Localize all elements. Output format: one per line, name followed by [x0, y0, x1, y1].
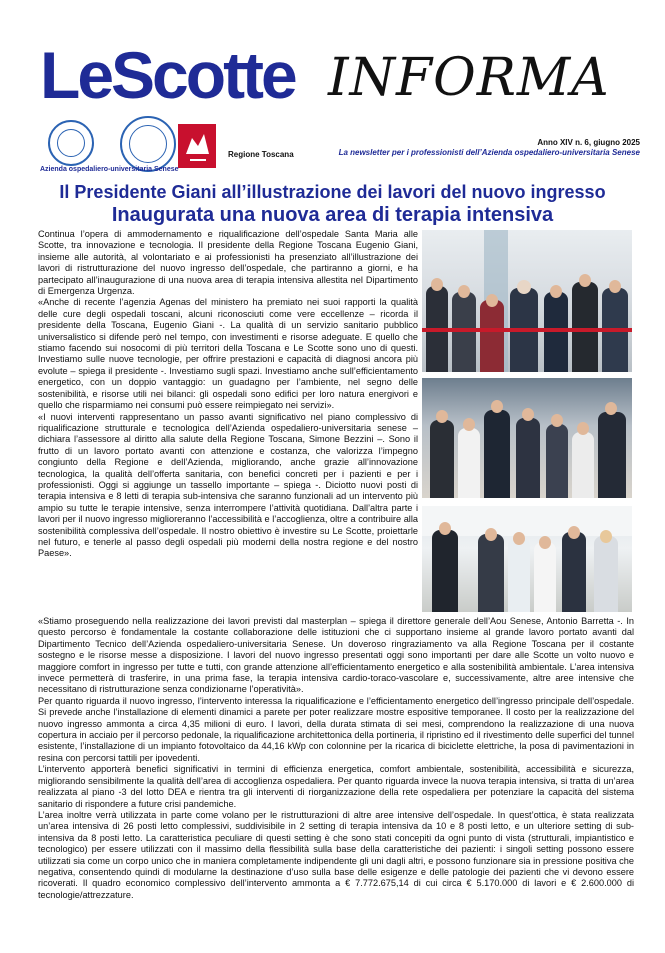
header-logos [40, 120, 640, 178]
masthead-title-left: LeScotte [40, 38, 295, 112]
masthead-title-right: INFORMA [328, 48, 610, 108]
paragraph: L’area inoltre verrà utilizzata in parte come volano per le ristrutturazioni di altre aree intensive dell’ospedale. In quest’ottica, è stata realizzata un’area intensiva di 26 posti letto complessivi, suddivisibile in 2 setting di terapia intensiva da 10 e 8 posti letto, e un ulteriore setting di sub-intensiva da 8 posti letto. La caratteristica peculiare di questi setting è che sono stati concepiti da ogni punto di vista (strutturali, impiantistico e tecnologico) per essere utilizzati con il massimo della flessibilità sulla base della caratteristiche dei pazienti: i singoli setting possono essere utilizzati sia come un corpo unico che in maniera completamente indipendente gli uni dagli altri, e possono funzionare sia in pressione positiva che negativa, consentendo quindi di modularne la destinazione d’uso sulla base delle esigenze e delle patologie dei pazienti che vi devono essere ricoverati. Il quadro economico complessivo dell’intervento ammonta a € 7.772.675,14 di cui circa € 5.170.000 di lavori e € 2.600.000 di tecnologie/attrezzature. [38, 809, 634, 900]
aou-seal-icon [48, 120, 94, 166]
aou-caption: Azienda ospedaliero-universitaria Senese [40, 166, 179, 173]
paragraph: «Stiamo proseguendo nella realizzazione dei lavori previsti dal masterplan – spiega il direttore generale dell’Aou Senese, Antonio Barretta -. In questo percorso è fondamentale la costante collaborazione delle istituzioni che ci supportano insieme al grande lavoro portato avanti dal Dipartimento Tecnico dell’Azienda ospedaliero-universitaria Senese. Un doveroso ringraziamento va alla Regione Toscana per il costante sostegno e le risorse messe a disposizione. I lavori del nuovo ingresso presentati oggi sono importanti per dare alle Scotte un volto nuovo e maggiore comfort in ingresso per tutte e tutti, con grande attenzione all’efficientamento energetico e alla sostenibilità ambientale. L’area intensiva invece permetterà di trasferire, in una prima fase, la terapia intensiva cardio-toraco-vascolare e, successivamente, altre aree intensive che necessitano di ristrutturazione senza condizionarne l’operatività». [38, 616, 634, 695]
inauguration-ribbon-photo [422, 230, 632, 372]
university-seal-icon [120, 116, 176, 172]
paragraph: «I nuovi interventi rappresentano un passo avanti significativo nel piano complessivo di riqualificazione strutturale e tecnologica dell’Azienda ospedaliero-universitaria senese – dichiara l’assessore al diritto alla salute della Regione Toscana, Simone Bezzini –. Sono il frutto di un lavoro portato avanti con attenzione e costanza, che valorizza l’impegno congiunto della Regione e dell’Azienda, migliorando, anche grazie all’innovazione tecnologica, la qualità dell’offerta sanitaria, con benefici concreti per i pazienti e per i professionisti. Oggi si aggiunge un tassello importante – spiega -. Diciotto nuovi posti di terapia intensiva e 8 letti di terapia sub-intensiva che saranno funzionali ad un intervento più ampio su tutte le terapie intensive, senza interrompere l’attività quotidiana. Dall’altra parte i lavori per il nuovo ingresso miglioreranno l’accessibilità e l’accoglienza, oltre a contribuire alla sostenibilità complessiva dell’ospedale. Il nostro obiettivo è investire su Le Scotte, proiettarle nel futuro, e tenerle al passo degli ospedali più moderni della nostra regione e del nostro Paese». [38, 411, 418, 559]
article-subheadline: Inaugurata una nuova area di terapia intensiva [111, 204, 554, 226]
article-column-text [38, 229, 418, 560]
article-headline: Il Presidente Giani all’illustrazione dei lavori del nuovo ingresso [59, 182, 606, 202]
intensive-care-room-photo [422, 506, 632, 612]
article-full-width-text [38, 616, 634, 901]
newsletter-tagline: La newsletter per i professionisti dell’Azienda ospedaliero-universitaria Senese [338, 148, 640, 157]
paragraph: «Anche di recente l’agenzia Agenas del ministero ha premiato nei suoi rapporti la qualità delle cure degli ospedali toscani, alcuni riconosciuti come vere eccellenze – ricorda il presidente della Toscana, Eugenio Giani -. La qualità di un servizio sanitario pubblico universalistico si difende però nel tempo, con investimenti e risorse adeguate. E quello che stiamo facendo sui nosocomi di più territori della Toscana e Le Scotte sono uno di questi. Investiamo sulle nuove tecnologie, per offrire prestazioni e capacità di diagnosi ancora più evolute – spiega il presidente -. Investiamo sugli spazi. Investiamo anche sull’efficientamento energetico, con un doppio vantaggio: un guadagno per l’ambiente, nel segno delle sostenibilità, e risorse utili nei bilanci: gli ospedali sono edifici per loro natura energivori e quello che risparmiamo nei consumi può essere reimpiegato nei servizi». [38, 297, 418, 411]
regione-toscana-logo-icon [178, 124, 216, 168]
paragraph: L’intervento apporterà benefici significativi in termini di efficienza energetica, comfort ambientale, sostenibilità, accessibilità e sicurezza, migliorando sensibilmente la qualità dell’area di accoglienza ospedaliera. Per quanto riguarda invece la nuova terapia intensiva, si tratta di un’area realizzata al piano -3 del lotto DEA e rientra tra gli interventi di riorganizzazione della rete ospedaliera per potenziare la capacità del sistema sanitario di rispondere a future crisi pandemiche. [38, 764, 634, 809]
paragraph: Continua l’opera di ammodernamento e riqualificazione dell’ospedale Santa Maria alle Scotte, tra innovazione e tecnologia. Il presidente della Regione Toscana Eugenio Giani, insieme alle autorità, al volontariato e ai professionisti ha presenziato all’illustrazione dei lavori di ristrutturazione del nuovo ingresso dell’ospedale, che partiranno a giorni, e ha partecipato all’inaugurazione di una nuova area di terapia intensiva allestita nel Dipartimento di Emergenza Urgenza. [38, 229, 418, 297]
issue-info: Anno XIV n. 6, giugno 2025 [537, 138, 640, 147]
paragraph: Per quanto riguarda il nuovo ingresso, l’intervento interessa la riqualificazione e l’efficientamento energetico dell’ingresso principale dell’ospedale. Si prevede anche l’installazione di elementi dinamici a parete per poter realizzare mostre espositive temporanee. Il costo per la realizzazione del nuovo ingresso ammonta a circa 4,35 milioni di euro. I lavori, della durata stimata di sei mesi, comprendono la realizzazione di una nuova copertura in acciaio per il percorso pedonale, la riqualificazione architettonica della portineria, il ripristino ed il rivestimento delle superfici del tunnel esistente, l’installazione di un impianto fotovoltaico da 44,16 kWp con colonnine per la ricarica di biciclette elettriche, la posa di pavimentazioni in resina con percorsi tattili per ipovedenti. [38, 695, 634, 763]
ward-visit-photo [422, 378, 632, 498]
region-label: Regione Toscana [228, 150, 294, 159]
masthead [40, 30, 640, 120]
